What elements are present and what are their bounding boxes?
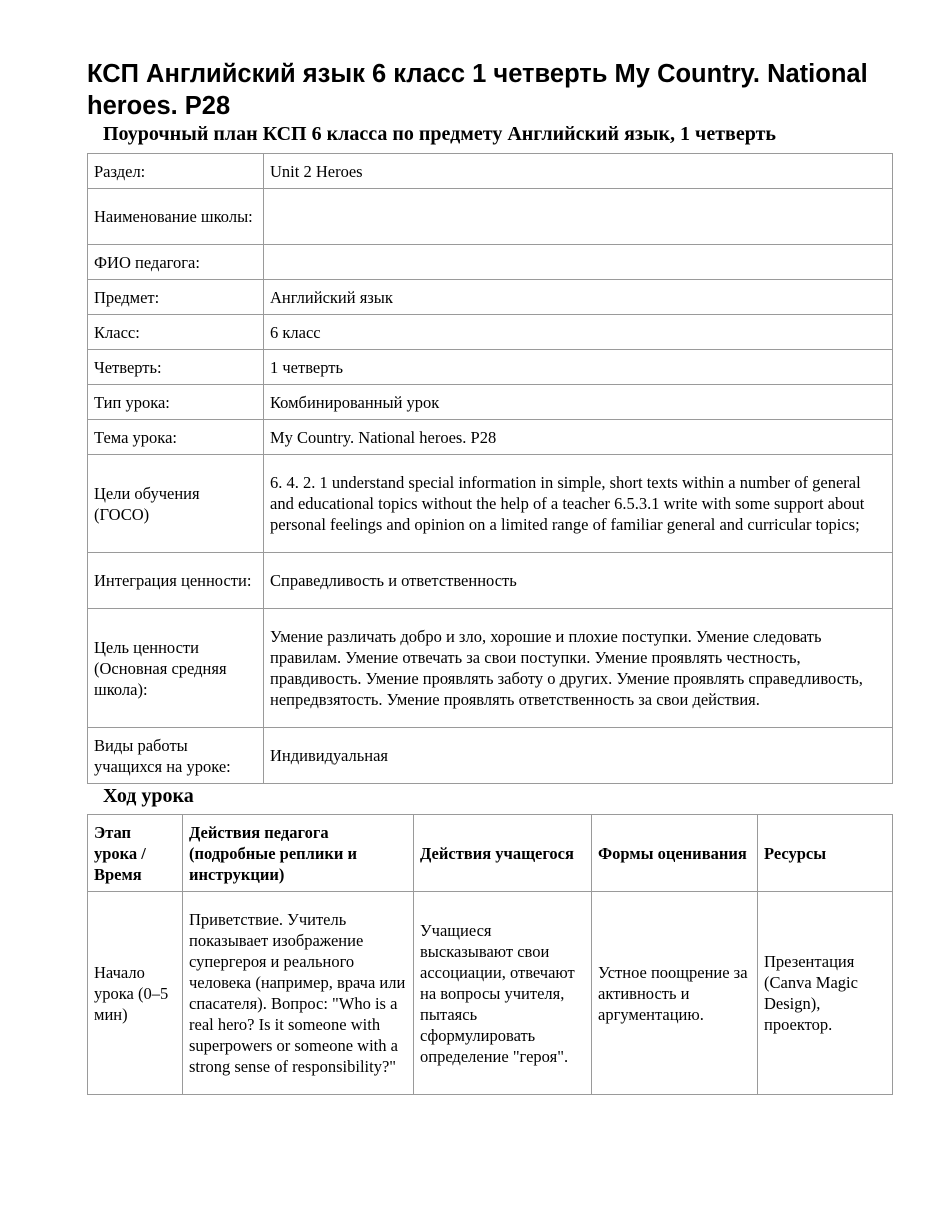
info-row [88,455,893,553]
info-value: 6. 4. 2. 1 understand special information in simple, short texts within a number of general and educational topics without the help of a teacher 6.5.3.1 write with some support about personal feelings and opinion on a limited range of familiar general and curricular topics; [264,455,893,553]
info-label: Цель ценности (Основная средняя школа): [88,609,264,728]
info-label: Тема урока: [88,420,264,455]
info-label: Наименование школы: [88,189,264,245]
info-row [88,154,893,189]
info-value [264,245,893,280]
assessment-cell: Устное поощрение за активность и аргументацию. [592,892,758,1095]
info-row [88,245,893,280]
lesson-info-table [87,153,893,784]
info-row [88,315,893,350]
info-value: Unit 2 Heroes [264,154,893,189]
student-actions-cell: Учащиеся высказывают свои ассоциации, отвечают на вопросы учителя, пытаясь сформулировать определение "героя". [414,892,592,1095]
info-label: ФИО педагога: [88,245,264,280]
info-row [88,420,893,455]
info-value: Справедливость и ответственность [264,553,893,609]
info-row [88,280,893,315]
stage-cell: Начало урока (0–5 мин) [88,892,183,1095]
lesson-steps-table [87,814,893,1095]
lesson-heading: Ход урока [103,785,194,807]
info-row [88,553,893,609]
document-title: КСП Английский язык 6 класс 1 четверть My Country. National heroes. P28 [87,60,868,120]
column-header-teacher-actions: Действия педагога (подробные реплики и инструкции) [183,815,414,892]
info-value: 1 четверть [264,350,893,385]
info-label: Тип урока: [88,385,264,420]
info-label: Предмет: [88,280,264,315]
table-header-row [88,815,893,892]
info-label: Интеграция ценности: [88,553,264,609]
document-page [87,58,893,1095]
info-row [88,609,893,728]
column-header-assessment: Формы оценивания [592,815,758,892]
info-value: Английский язык [264,280,893,315]
info-label: Цели обучения (ГОСО) [88,455,264,553]
info-row [88,350,893,385]
plan-heading: Поурочный план КСП 6 класса по предмету Английский язык, 1 четверть [103,123,776,145]
teacher-actions-cell: Приветствие. Учитель показывает изображение супергероя и реального человека (например, врача или спасателя). Вопрос: "Who is a real hero? Is it someone with superpowers or someone with a strong sense of responsibility?" [183,892,414,1095]
column-header-stage: Этап урока / Время [88,815,183,892]
info-label: Раздел: [88,154,264,189]
info-row [88,189,893,245]
info-value: Комбинированный урок [264,385,893,420]
info-label: Виды работы учащихся на уроке: [88,728,264,784]
info-row [88,728,893,784]
info-value: My Country. National heroes. P28 [264,420,893,455]
info-value [264,189,893,245]
info-label: Четверть: [88,350,264,385]
info-value: Индивидуальная [264,728,893,784]
column-header-student-actions: Действия учащегося [414,815,592,892]
column-header-resources: Ресурсы [758,815,893,892]
info-value: Умение различать добро и зло, хорошие и плохие поступки. Умение следовать правилам. Умение отвечать за свои поступки. Умение проявлять честность, правдивость. Умение проявлять заботу о других. Умение проявлять справедливость, непредвзятость. Умение проявлять ответственность за свои действия. [264,609,893,728]
info-label: Класс: [88,315,264,350]
info-value: 6 класс [264,315,893,350]
resources-cell: Презентация (Canva Magic Design), проектор. [758,892,893,1095]
table-row [88,892,893,1095]
info-row [88,385,893,420]
